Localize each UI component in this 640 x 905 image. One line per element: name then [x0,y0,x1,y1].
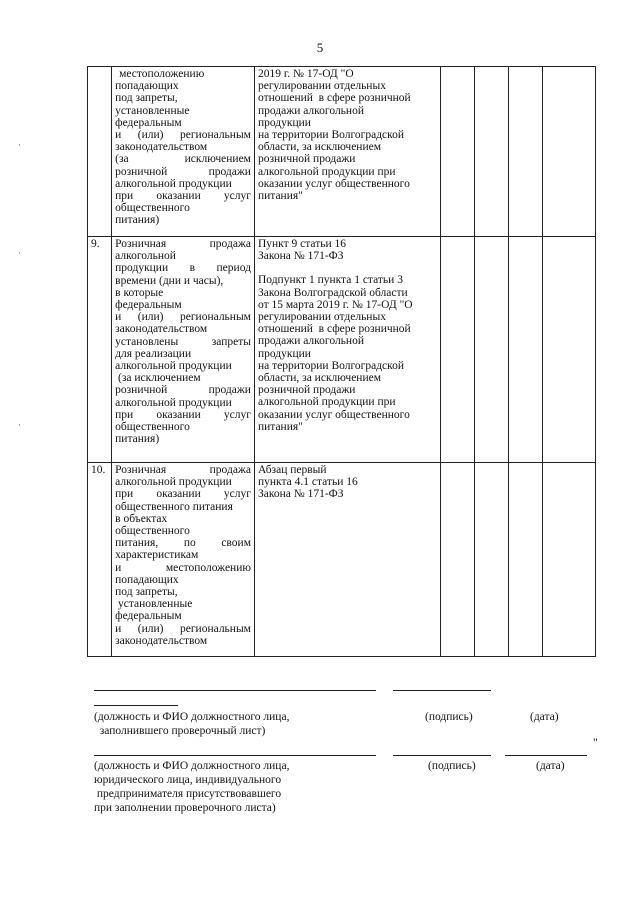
margin-speck: · [18,140,21,150]
cell-text-line: времени (дни и часы), [115,274,224,287]
cell-text-line [115,311,251,323]
cell-word: при [115,190,134,203]
row-number [88,67,112,237]
cell-word: питания, [115,537,159,550]
requirement-cell [112,67,255,237]
cell-text-line: алкогольной [115,250,176,263]
requirement-cell [112,237,255,463]
cell-word: продажа [209,464,251,476]
cell-text-line: отношений в сфере розничной [257,92,411,105]
row-number: 9. [88,237,112,463]
cell-word: запреты [211,335,251,348]
cell-text-line: отношений в сфере розничной [257,323,411,336]
legal-reference-cell [254,463,440,657]
cell-text-line: продажи алкогольной [257,335,364,348]
answer-yes-cell[interactable] [441,67,475,237]
cell-text-line [115,488,251,500]
cell-word: продажа [209,238,251,250]
cell-text-line: от 15 марта 2019 г. № 17-ОД "О [257,298,413,311]
cell-text-line: продукции [257,347,311,360]
cell-word: розничной [115,165,168,178]
answer-na-cell[interactable] [509,237,542,463]
cell-text-line [115,623,251,635]
inspector-signature-line[interactable] [393,690,491,691]
cell-text-line: алкогольной продукции [115,177,232,190]
cell-text-line: Закона № 171-ФЗ [257,488,344,501]
cell-text-line: попадающих [115,80,179,93]
cell-text-line [115,464,251,476]
cell-text-line: оказании услуг общественного [257,177,410,190]
present-date-line[interactable] [505,755,587,756]
cell-text-line: питания) [115,214,160,227]
cell-text-line: регулировании отдельных [257,80,386,93]
answer-na-cell[interactable] [509,67,542,237]
cell-word: и [115,129,122,142]
requirement-cell [112,463,255,657]
legal-reference-cell [254,67,440,237]
cell-word: исключением [184,153,251,166]
cell-word: оказании [156,488,201,501]
cell-text-line: питания" [257,190,303,203]
cell-text-line: розничной продажи [257,384,356,397]
cell-text-line: Абзац первый [257,464,327,476]
cell-text-line: питания" [257,420,303,433]
cell-text-line [115,262,251,274]
cell-text-line [115,562,251,574]
cell-text-line [115,153,251,165]
cell-text-line: общественного [115,202,190,215]
table-row [88,67,596,237]
cell-word: своим [221,537,251,550]
cell-text-line: продукции [257,116,311,129]
cell-text-line: Подпункт 1 пункта 1 статьи 3 [257,274,403,287]
cell-text-line [115,166,251,178]
cell-word: региональным [179,622,251,635]
cell-text-line [115,238,251,250]
present-signature-label: (подпись) [428,760,476,772]
cell-text-line: федеральным [115,610,182,623]
cell-word: продажи [208,384,251,397]
cell-text-line: продажи алкогольной [257,104,364,117]
cell-text-line: установленные [115,598,193,611]
cell-word: Розничная [115,238,167,250]
cell-text-line: в объектах [115,512,168,525]
cell-text-line: оказании услуг общественного [257,408,410,421]
cell-text-line: попадающих [115,573,179,586]
cell-word: оказании [156,190,201,203]
present-date-label: (дата) [536,760,565,772]
comment-cell[interactable] [542,463,595,657]
cell-text-line: алкогольной продукции при [257,396,396,409]
cell-text-line: розничной продажи [257,153,356,166]
closing-quote: " [593,737,598,749]
cell-word: продукции [115,262,169,275]
cell-text-line: Пункт 9 статьи 16 [257,238,347,250]
cell-word: региональным [179,129,251,142]
present-label-line-4: при заполнении проверочного листа) [94,802,276,814]
cell-text-line [115,537,251,549]
cell-text-line [115,336,251,348]
table-row [88,463,596,657]
answer-no-cell[interactable] [475,463,509,657]
answer-no-cell[interactable] [475,67,509,237]
cell-word: услуг [223,488,251,501]
cell-text-line: характеристикам [115,549,199,562]
cell-text-line: федеральным [115,299,182,312]
inspector-name-line[interactable] [94,690,376,691]
cell-word: (или) [137,622,164,635]
legal-reference-cell [254,237,440,463]
present-label-line-3: предпринимателя присутствовавшего [94,788,282,800]
cell-text-line: под запреты, [115,92,178,105]
cell-text-line: законодательством [115,323,208,336]
cell-text-line [115,190,251,202]
cell-text-line: установленные [115,104,190,117]
cell-text-line [115,384,251,396]
cell-text-line: (за исключением [115,372,201,385]
present-name-line[interactable] [94,755,376,756]
inspector-label-line-2: заполнившего проверочный лист) [94,725,266,737]
cell-text-line: алкогольной продукции [115,360,232,373]
answer-yes-cell[interactable] [441,463,475,657]
cell-text-line: в которые [115,286,164,299]
cell-word: услуг [223,408,251,421]
cell-word: местоположению [165,561,251,574]
cell-word: (или) [137,311,164,324]
cell-word: Розничная [115,464,167,476]
cell-text-line [115,409,251,421]
cell-text-line: регулировании отдельных [257,311,386,324]
cell-word: при [115,488,134,501]
cell-word: розничной [115,384,168,397]
cell-text-line: общественного [115,421,190,434]
cell-text-line: алкогольной продукции [115,476,232,489]
cell-text-line: Закона № 171-ФЗ [257,250,344,263]
cell-word: региональным [179,311,251,324]
inspector-date-label: (дата) [530,711,559,723]
table-row [88,237,596,463]
page-number: 5 [316,40,324,55]
cell-text-line: на территории Волгоградской [257,129,405,142]
cell-word: (или) [137,129,164,142]
cell-text-line: для реализации [115,347,192,360]
present-label-line-1: (должность и ФИО должностного лица, [94,760,290,772]
checklist-table [87,66,596,657]
cell-word: период [216,262,251,275]
cell-text-line: алкогольной продукции [115,396,232,409]
cell-text-line: области, за исключением [257,372,381,385]
cell-text-line: под запреты, [115,586,178,599]
cell-text-line: пункта 4.1 статьи 16 [257,476,358,489]
cell-word: по [183,537,196,550]
answer-na-cell[interactable] [509,463,542,657]
margin-speck: · [18,248,21,258]
cell-word: услуг [223,190,251,203]
row-number: 10. [88,463,112,657]
cell-text-line: алкогольной продукции при [257,165,396,178]
cell-word: при [115,408,134,421]
cell-word: продажи [208,165,251,178]
cell-text-line: области, за исключением [257,141,381,154]
inspector-signature-label: (подпись) [425,711,473,723]
inspector-label-line-1: (должность и ФИО должностного лица, [94,711,290,723]
cell-word: установлены [115,335,179,348]
inspector-name-line-short [94,705,178,706]
cell-word: и [115,311,122,324]
margin-speck: · [18,420,21,430]
cell-text-line: местоположению [119,68,205,80]
cell-word: в [189,262,196,275]
cell-text-line: на территории Волгоградской [257,359,405,372]
cell-word: (за [115,153,129,166]
cell-text-line: 2019 г. № 17-ОД "О [257,68,354,80]
cell-text-line: законодательством [115,634,208,647]
present-label-line-2: юридического лица, индивидуального [94,774,282,786]
cell-word: и [115,561,122,574]
cell-word: и [115,622,122,635]
cell-text-line: общественного [115,525,190,538]
present-signature-line[interactable] [393,755,491,756]
comment-cell[interactable] [542,237,595,463]
cell-text-line: питания) [115,433,160,446]
answer-yes-cell[interactable] [441,237,475,463]
cell-word: оказании [156,408,201,421]
comment-cell[interactable] [542,67,595,237]
blank-line [258,262,437,274]
cell-text-line: федеральным [115,116,182,129]
cell-text-line: Закона Волгоградской области [257,286,408,299]
cell-text-line: законодательством [115,141,208,154]
cell-text-line [115,129,251,141]
cell-text-line: общественного питания [115,500,233,513]
answer-no-cell[interactable] [475,237,509,463]
